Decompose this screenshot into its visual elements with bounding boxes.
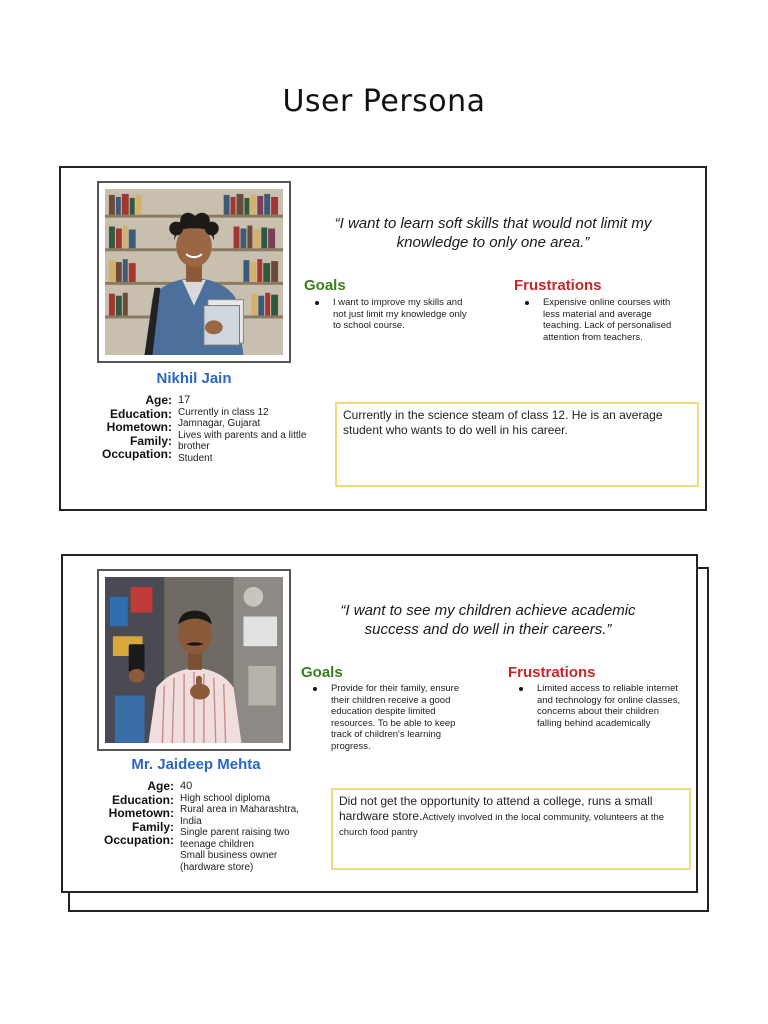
detail-values [180,781,308,873]
age-label: Age: [145,393,172,407]
persona-quote: “I want to learn soft skills that would not limit my knowledge to only one area.” [334,215,652,251]
frustrations-heading: Frustrations [514,277,602,294]
occupation-value: Small business owner (hardware store) [180,850,278,873]
goals-heading: Goals [301,664,343,681]
persona-photo [97,181,291,363]
page-title: User Persona [282,84,486,119]
hometown-label: Hometown: [108,806,174,820]
persona-quote: “I want to see my children achieve academic success and do well in their careers.” [340,602,636,638]
age-value: 17 [178,394,191,406]
shopkeeper-photo-illustration [105,577,283,743]
education-value: High school diploma [180,792,271,804]
family-label: Family: [129,433,172,448]
frustrations-heading: Frustrations [508,664,596,681]
frustration-item: Limited access to reliable internet and technology for online classes, concerns about their children falling behind academically [513,683,683,729]
occupation-label: Occupation: [101,447,172,461]
persona-photo [97,569,291,751]
occupation-label: Occupation: [103,833,174,847]
occupation-value: Student [178,452,213,464]
education-value: Currently in class 12 [178,406,269,418]
age-value: 40 [180,780,193,792]
hometown-value: Rural area in Maharashtra, India [180,804,299,827]
goal-item: Provide for their family, ensure their children receive a good education despite limited resources. To be able to keep track of children's learning progress. [307,683,463,753]
bio-extra-text: Actively involved in the local community, volunteers at the church food pantry [339,812,665,838]
hometown-label: Hometown: [106,420,172,434]
frustration-item: Expensive online courses with less material and average teaching. Lack of personalised attention from teachers. [519,297,689,343]
goals-list [309,297,469,332]
frustrations-list [513,683,683,729]
goal-item: I want to improve my skills and not just limit my knowledge only to school course. [309,297,469,332]
family-label: Family: [131,819,174,834]
persona-name: Mr. Jaideep Mehta [131,756,261,773]
goals-heading: Goals [304,277,346,294]
goals-list [307,683,463,753]
education-label: Education: [112,792,174,807]
student-photo-illustration [105,189,283,355]
bio-main-text: Did not get the opportunity to attend a college, runs a small hardware store. [339,794,653,823]
detail-labels [61,394,172,462]
detail-labels [63,780,174,848]
family-value: Lives with parents and a little brother [178,429,307,452]
education-label: Education: [110,406,172,421]
detail-values [178,395,328,464]
hometown-value: Jamnagar, Gujarat [178,418,261,429]
persona-card-nikhil [59,166,707,511]
age-label: Age: [147,779,174,793]
persona-name: Nikhil Jain [156,370,232,387]
persona-bio: Currently in the science steam of class 12. He is an average student who wants to do well in his career. [335,402,699,487]
persona-card-jaideep [61,554,698,893]
family-value: Single parent raising two teenage children [180,827,290,850]
frustrations-list [519,297,689,343]
persona-bio [331,788,691,870]
